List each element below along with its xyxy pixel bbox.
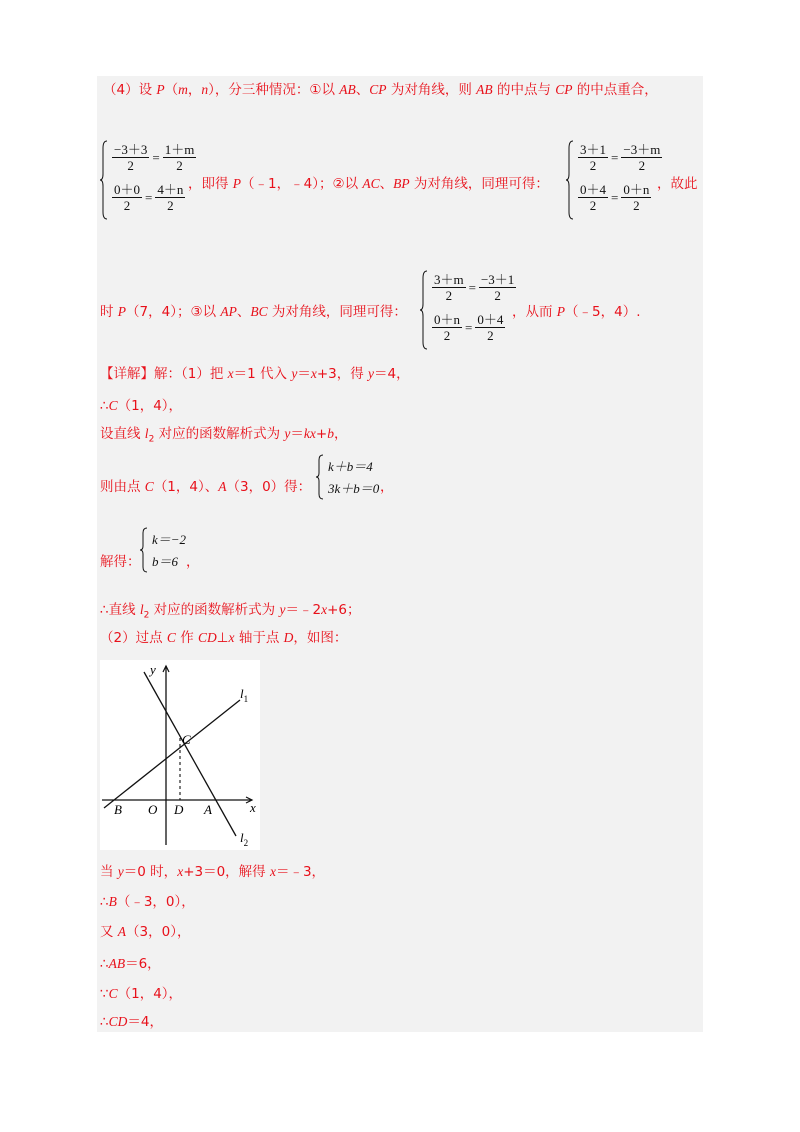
text-line-7: 则由点 C（1，4）、A（3，0）得： <box>100 479 312 495</box>
text-line-3: 时 P（7，4）；③以 AP、BC 为对角线，同理可得： <box>100 304 407 320</box>
text-line-9: ∴直线 $l_2$ 对应的函数解析式为 y＝﹣2x+6； <box>100 602 361 621</box>
point-c-label: C <box>182 732 191 747</box>
point-d-label: D <box>174 802 184 817</box>
text-line-8-end: ， <box>186 554 200 570</box>
text-line-3-end: ，从而 P（﹣5，4）. <box>512 304 641 320</box>
point-a-label: A <box>204 802 212 817</box>
text-line-14: ∴AB＝6， <box>100 956 161 972</box>
text-line-2-end: ，故此 <box>657 176 698 192</box>
text-line-2: ，即得 P（﹣1，﹣4）；②以 AC、BP 为对角线，同理可得： <box>188 176 549 192</box>
text-line-7-end: ， <box>380 479 394 495</box>
point-b-label: B <box>114 802 122 817</box>
l2-label: $l_2$ <box>240 830 249 848</box>
l1-label: $l_1$ <box>240 686 249 704</box>
point-o-label: O <box>148 802 158 817</box>
text-line-13: 又 A（3，0）， <box>100 924 191 940</box>
text-line-10: （2）过点 C 作 CD⊥x 轴于点 D，如图： <box>100 630 348 646</box>
equation-system-5: k＝−2 b＝6 <box>140 527 200 573</box>
line-l2 <box>144 672 236 836</box>
text-line-1: （4）设 P（m，n），分三种情况：①以 AB、CP 为对角线，则 AB 的中点与 CP 的中点重合， <box>103 82 658 98</box>
equation-system-1: $\frac{-3+3}{2}$ = $\frac{1+m}{2}$ $\frac{0+0}{2}$ = $\frac{4+n}{2}$ <box>100 140 200 220</box>
equation-system-3: $\frac{3+m}{2}$ = $\frac{-3+1}{2}$ $\frac{0+n}{2}$ = $\frac{0+4}{2}$ <box>420 270 520 350</box>
text-line-15: ∵C（1，4）， <box>100 986 183 1002</box>
text-line-8: 解得： <box>100 554 141 570</box>
text-line-11: 当 y＝0 时，x+3＝0，解得 x＝﹣3， <box>100 864 326 880</box>
y-axis-label: y <box>150 662 156 677</box>
coordinate-figure <box>100 660 260 850</box>
text-line-5: ∴C（1，4）， <box>100 398 183 414</box>
x-axis-label: x <box>250 800 256 815</box>
text-line-4: 【详解】解：（1）把 x＝1 代入 y＝x+3，得 y＝4， <box>100 366 410 382</box>
text-line-6: 设直线 $l_2$ 对应的函数解析式为 y＝kx+b， <box>100 426 348 445</box>
equation-system-4: k＋b＝4 3k＋b＝0 <box>316 454 386 500</box>
line-l1 <box>104 700 240 808</box>
equation-system-2: $\frac{3+1}{2}$ = $\frac{-3+m}{2}$ $\frac{0+4}{2}$ = $\frac{0+n}{2}$ <box>566 140 666 220</box>
text-line-12: ∴B（﹣3，0）， <box>100 894 195 910</box>
text-line-16: ∴CD＝4， <box>100 1014 163 1030</box>
